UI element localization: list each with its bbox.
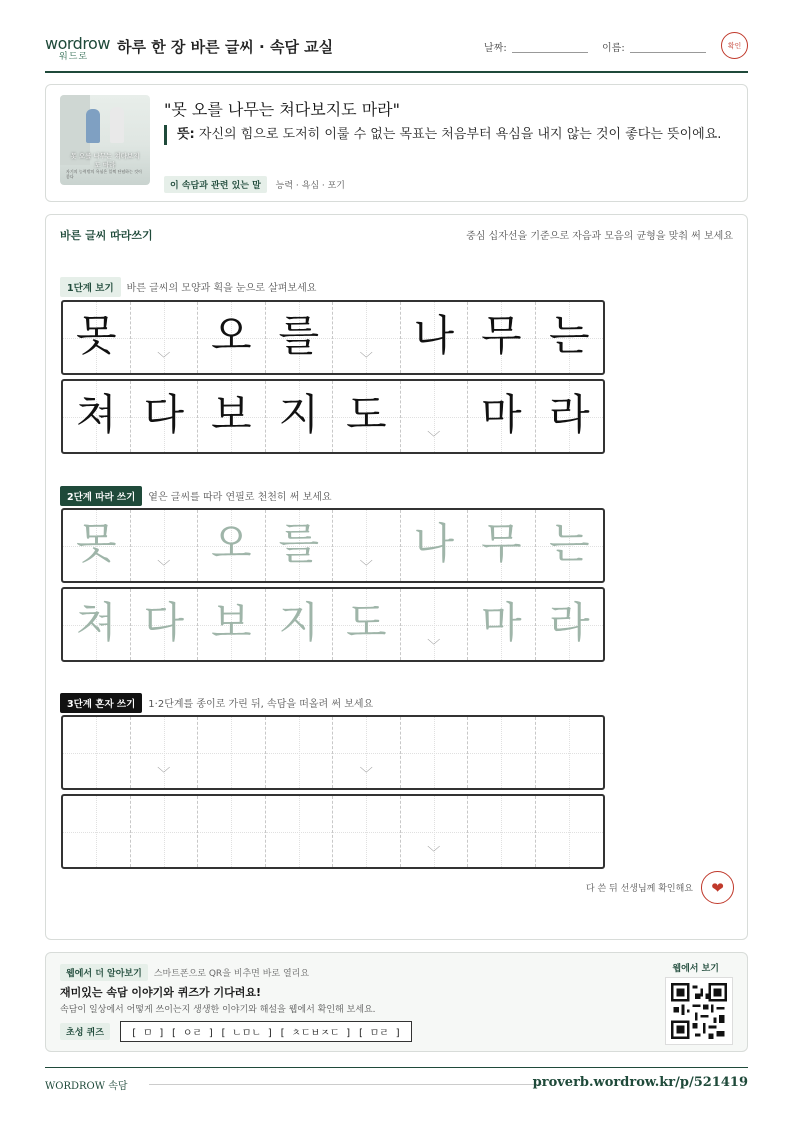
writing-cell [401,381,469,452]
footer-url[interactable]: proverb.wordrow.kr/p/521419 [532,1075,748,1090]
cell-character: 못 [75,311,117,360]
writing-cell[interactable] [63,717,131,788]
writing-cell[interactable] [333,589,401,660]
cell-character: 보 [210,390,252,439]
writing-cell[interactable] [333,510,401,581]
space-mark-icon: ﹀ [359,767,373,782]
cell-character: 나 [413,519,455,568]
date-label: 날짜: [484,43,507,54]
writing-cell [401,302,469,373]
writing-cell [333,381,401,452]
name-label: 이름: [602,43,625,54]
step3-line1-grid[interactable] [61,715,605,790]
writing-cell [63,381,131,452]
writing-cell[interactable] [131,589,199,660]
writing-cell[interactable] [536,796,604,867]
cell-character: 마 [480,598,522,647]
writing-cell[interactable] [468,796,536,867]
qr-code-icon[interactable] [665,977,733,1045]
writing-cell [198,381,266,452]
step2-row [60,486,332,506]
writing-cell [536,302,604,373]
web-tag: 웹에서 더 알아보기 [60,964,148,981]
cell-character: 를 [278,311,320,360]
step2-badge: 2단계 따라 쓰기 [60,486,142,506]
cell-character: 라 [548,598,590,647]
step1-badge: 1단계 보기 [60,277,121,297]
confirm-stamp: 확인 [721,32,748,59]
page-footer [45,1067,748,1092]
writing-cell [63,302,131,373]
space-mark-icon: ﹀ [359,352,373,367]
writing-cell[interactable] [198,589,266,660]
web-tag-hint: 스마트폰으로 QR을 비추면 바로 열리요 [153,969,310,979]
step3-desc: 1·2단계를 종이로 가린 뒤, 속담을 떠올려 써 보세요 [148,699,374,710]
proverb-card [45,84,748,202]
writing-cell [198,302,266,373]
space-mark-icon: ﹀ [427,431,441,446]
cell-character: 다 [143,390,185,439]
step3-line2-grid[interactable] [61,794,605,869]
step3-badge: 3단계 혼자 쓰기 [60,693,142,713]
cell-character: 도 [345,390,387,439]
illustration-subcaption: 자기의 능력밖의 욕심은 일찍 단념하는 것이 좋다 [66,169,142,179]
space-mark-icon: ﹀ [427,846,441,861]
writing-cell [333,302,401,373]
writing-cell [468,302,536,373]
writing-cell[interactable] [266,717,334,788]
writing-cell [536,381,604,452]
writing-cell[interactable] [333,796,401,867]
page-title: 하루 한 장 바른 글씨 · 속담 교실 [117,38,334,56]
cell-character: 는 [548,311,590,360]
web-desc: 속담이 일상에서 어떻게 쓰이는지 생생한 이야기와 해설을 웹에서 확인해 보세요. [60,1005,376,1015]
quiz-label: 초성 퀴즈 [60,1023,110,1040]
web-tag-row [60,964,309,981]
writing-cell[interactable] [401,589,469,660]
cell-character: 마 [480,390,522,439]
step1-line1-grid [61,300,605,375]
step3-row [60,693,373,713]
web-card [45,952,748,1052]
writing-cell[interactable] [266,589,334,660]
cell-character: 를 [278,519,320,568]
practice-card [45,214,748,940]
step1-desc: 바른 글씨의 모양과 획을 눈으로 살펴보세요 [126,283,317,294]
related-label: 이 속담과 관련 있는 말 [164,176,267,193]
related-words: 능력 · 욕심 · 포기 [275,181,345,191]
writing-cell [131,302,199,373]
space-mark-icon: ﹀ [427,639,441,654]
related-row [164,176,345,193]
writing-cell[interactable] [536,717,604,788]
writing-cell[interactable] [131,717,199,788]
quiz-row [60,1021,412,1042]
writing-cell[interactable] [468,510,536,581]
teacher-stamp-icon: ❤ [701,871,734,904]
writing-cell[interactable] [401,717,469,788]
illustration-caption: 못 오를 나무는 쳐다보지도 마라 [70,152,140,169]
cell-character: 지 [278,598,320,647]
cell-character: 못 [75,519,117,568]
writing-cell[interactable] [401,796,469,867]
cell-character: 오 [210,519,252,568]
writing-cell[interactable] [536,510,604,581]
page-header [45,28,748,73]
step2-desc: 옅은 글씨를 따라 연필로 천천히 써 보세요 [148,492,332,503]
writing-cell [468,381,536,452]
cell-character: 오 [210,311,252,360]
cell-character: 는 [548,519,590,568]
writing-cell[interactable] [131,796,199,867]
writing-cell[interactable] [468,717,536,788]
writing-cell[interactable] [131,510,199,581]
footer-brand: WORDROW 속담 [45,1081,128,1092]
wordrow-logo[interactable] [45,34,110,62]
initial-consonant-quiz: [ ㅁ ] [ ㅇㄹ ] [ ㄴㅁㄴ ] [ ㅊㄷㅂㅈㄷ ] [ ㅁㄹ ] [120,1021,412,1042]
done-note: 다 쓴 뒤 선생님께 확인해요 [585,884,693,894]
cell-character: 도 [345,598,387,647]
proverb-title: "못 오를 나무는 쳐다보지도 마라" [164,100,400,119]
cell-character: 다 [143,598,185,647]
logo-text: wordrow [45,34,110,53]
writing-cell[interactable] [63,510,131,581]
writing-cell[interactable] [468,589,536,660]
cell-character: 무 [480,519,522,568]
writing-cell [131,381,199,452]
writing-cell[interactable] [333,717,401,788]
cell-character: 보 [210,598,252,647]
proverb-meaning [164,125,724,145]
date-field[interactable] [512,52,588,53]
logo-subtext: 워드로 [59,52,89,62]
writing-cell[interactable] [198,510,266,581]
proverb-illustration [60,95,150,185]
footer-divider [149,1084,542,1085]
writing-cell[interactable] [266,510,334,581]
meaning-text: 자신의 힘으로 도저히 이룰 수 없는 목표는 처음부터 욕심을 내지 않는 것이 좋다는 뜻이에요. [194,127,722,142]
cell-character: 나 [413,311,455,360]
writing-cell[interactable] [266,796,334,867]
writing-cell [266,381,334,452]
step2-line1-grid[interactable] [61,508,605,583]
step1-line2-grid [61,379,605,454]
writing-cell[interactable] [536,589,604,660]
qr-label: 웹에서 보기 [672,964,719,974]
writing-cell[interactable] [63,796,131,867]
cell-character: 쳐 [75,598,117,647]
writing-cell[interactable] [198,717,266,788]
name-field[interactable] [630,52,706,53]
step2-line2-grid[interactable] [61,587,605,662]
space-mark-icon: ﹀ [157,352,171,367]
writing-cell[interactable] [63,589,131,660]
web-title: 재미있는 속담 이야기와 퀴즈가 기다려요! [60,986,261,999]
writing-cell[interactable] [401,510,469,581]
cell-character: 쳐 [75,390,117,439]
step1-row [60,277,316,297]
cell-character: 라 [548,390,590,439]
practice-hint: 중심 십자선을 기준으로 자음과 모음의 균형을 맞춰 써 보세요 [466,231,733,242]
space-mark-icon: ﹀ [157,767,171,782]
meaning-label: 뜻: [177,127,195,142]
writing-cell [266,302,334,373]
cell-character: 지 [278,390,320,439]
space-mark-icon: ﹀ [359,560,373,575]
writing-cell[interactable] [198,796,266,867]
practice-title: 바른 글씨 따라쓰기 [60,229,153,242]
cell-character: 무 [480,311,522,360]
space-mark-icon: ﹀ [157,560,171,575]
